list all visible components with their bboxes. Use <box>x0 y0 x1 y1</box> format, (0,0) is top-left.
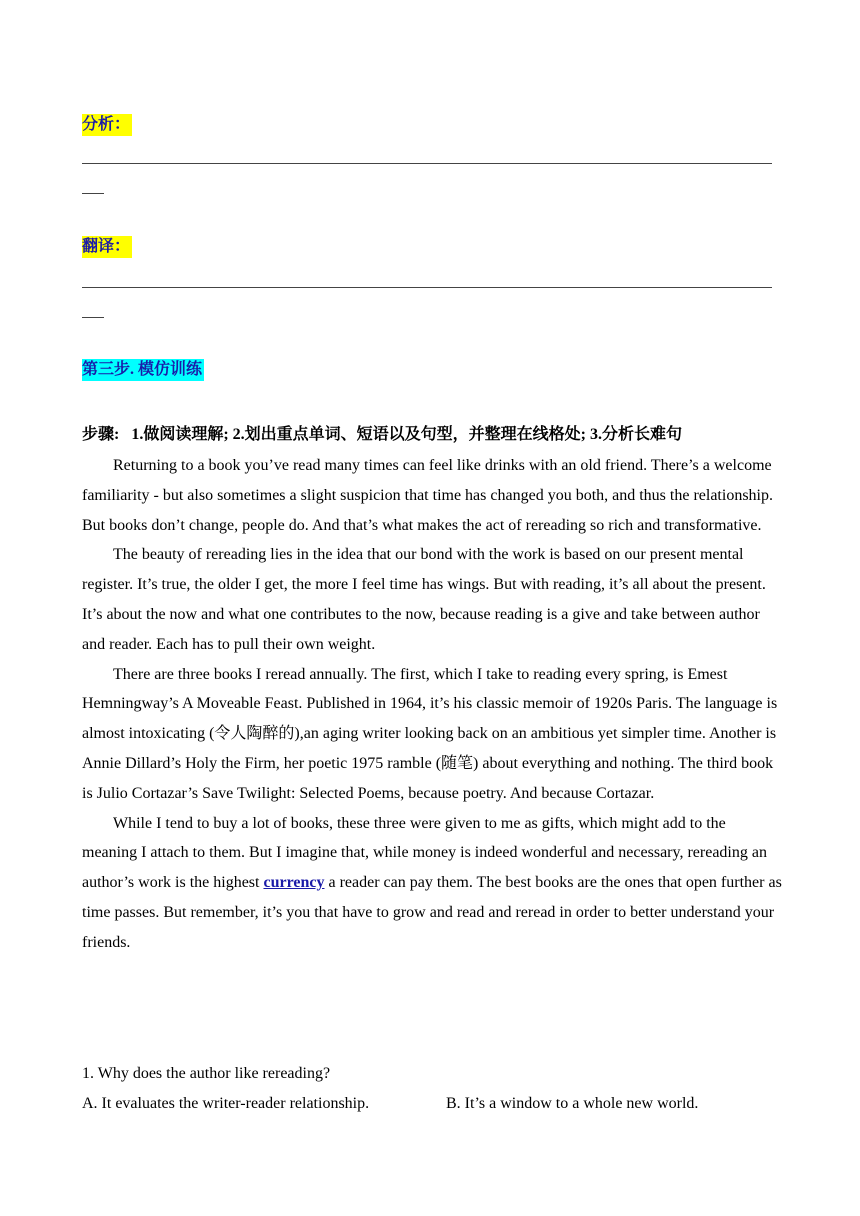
analysis-answer-line-end <box>82 193 104 194</box>
translation-label: 翻译： <box>82 236 132 258</box>
option-b: B. It’s a window to a whole new world. <box>446 1095 699 1112</box>
reading-passage <box>82 451 782 958</box>
paragraph-4-text-before: While I tend to buy a lot of books, these three were given to me as gifts, which might add to the meaning I attach to them. But I imagine that, while money is indeed wonderful and necessary, rereading an author’s work is the highest <box>82 814 767 892</box>
passage-paragraph-3: There are three books I reread annually. The first, which I take to reading every spring, is Emest Hemningway’s A Moveable Feast. Published in 1964, it’s his classic memoir of 1920s Paris. The language is almost intoxicating (令人陶醉的),an aging writer looking back on an ambitious yet simpler time. Another is Annie Dillard’s Holy the Firm, her poetic 1975 ramble (随笔) about everything and nothing. The third book is Julio Cortazar’s Save Twilight: Selected Poems, because poetry. And because Cortazar. <box>82 665 778 802</box>
option-a: A. It evaluates the writer-reader relationship. <box>82 1095 370 1112</box>
passage-paragraph-4 <box>82 809 782 958</box>
passage-paragraph-2: The beauty of rereading lies in the idea that our bond with the work is based on our present mental register. It’s true, the older I get, the more I feel time has wings. But with reading, it’s all about the present. It’s about the now and what one contributes to the now, because reading is a give and take between author and reader. Each has to pull their own weight. <box>82 546 766 653</box>
analysis-answer-line <box>82 163 772 164</box>
analysis-label: 分析： <box>82 114 132 136</box>
steps-instructions: 步骤: 1.做阅读理解; 2.划出重点单词、短语以及句型，并整理在线格处; 3.分析长难句 <box>82 426 682 443</box>
passage-paragraph-1: Returning to a book you’ve read many times can feel like drinks with an old friend. There’s a welcome familiarity - but also sometimes a slight suspicion that time has changed you both, and thus the relationship. But books don’t change, people do. And that’s what makes the act of rereading so rich and transformative. <box>82 457 773 534</box>
question-stem: 1. Why does the author like rereading? <box>82 1065 331 1082</box>
translation-answer-line-end <box>82 317 104 318</box>
keyword-currency: currency <box>263 874 325 892</box>
translation-answer-line <box>82 287 772 288</box>
section-title: 第三步. 模仿训练 <box>82 359 204 381</box>
paragraph-4-text-after: a reader can pay them. The best books are the ones that open further as time passes. But remember, it’s you that have to grow and read and reread in order to better understand your friends. <box>82 874 782 951</box>
